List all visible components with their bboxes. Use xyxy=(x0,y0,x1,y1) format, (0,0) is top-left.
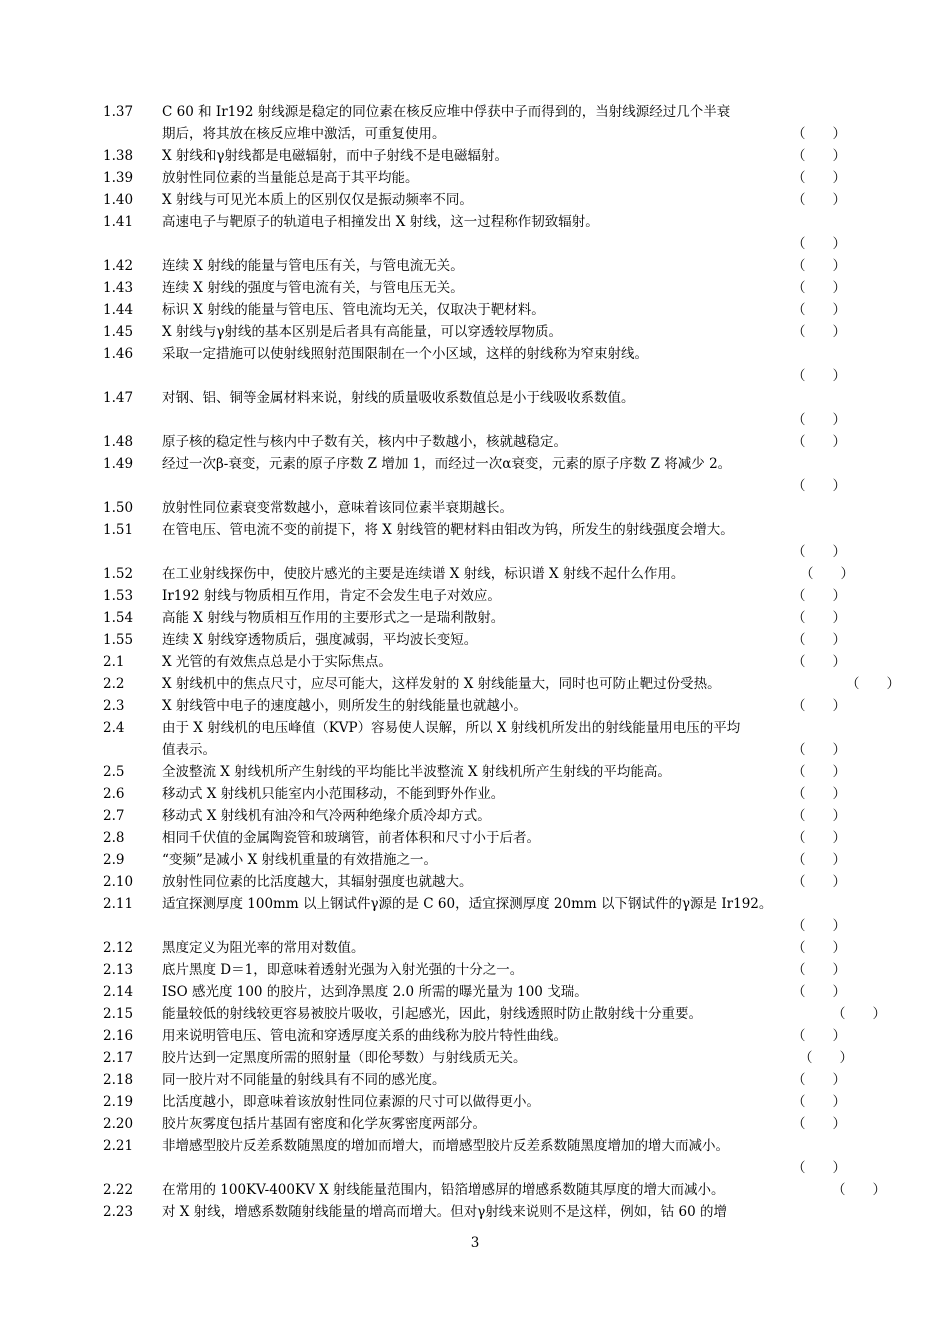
answer-blank-close-paren: ） xyxy=(839,1050,853,1066)
question-text: 放射性同位素衰变常数越小，意味着该同位素半衰期越长。 xyxy=(162,500,513,516)
question-number: 1.37 xyxy=(103,104,134,120)
question-text: 在常用的 100KV-400KV X 射线能量范围内，铅箔增感屏的增感系数随其厚度的增大而减小。 xyxy=(162,1182,725,1198)
question-number: 2.20 xyxy=(103,1116,134,1132)
question-text: 高能 X 射线与物质相互作用的主要形式之一是瑞利散射。 xyxy=(162,610,505,626)
answer-blank-close-paren: ） xyxy=(832,170,846,186)
answer-blank-close-paren: ） xyxy=(832,632,846,648)
question-text: X 射线与可见光本质上的区别仅仅是振动频率不同。 xyxy=(162,192,473,208)
answer-blank-close-paren: ） xyxy=(832,874,846,890)
answer-blank-open-paren: （ xyxy=(792,544,806,560)
answer-blank-close-paren: ） xyxy=(832,742,846,758)
answer-blank-open-paren: （ xyxy=(792,324,806,340)
answer-blank-open-paren: （ xyxy=(832,1006,846,1022)
answer-blank-close-paren: ） xyxy=(832,962,846,978)
answer-blank-close-paren: ） xyxy=(832,786,846,802)
answer-blank-close-paren: ） xyxy=(832,1160,846,1176)
question-number: 2.18 xyxy=(103,1072,134,1088)
answer-blank-close-paren: ） xyxy=(832,192,846,208)
page-number: 3 xyxy=(470,1235,480,1251)
question-text: 连续 X 射线穿透物质后，强度减弱，平均波长变短。 xyxy=(162,632,478,648)
question-text: 黑度定义为阻光率的常用对数值。 xyxy=(162,940,365,956)
question-text: 能量较低的射线较更容易被胶片吸收，引起感光，因此，射线透照时防止散射线十分重要。 xyxy=(162,1006,702,1022)
question-row xyxy=(0,409,950,431)
question-row xyxy=(0,563,950,585)
question-text: 标识 X 射线的能量与管电压、管电流均无关，仅取决于靶材料。 xyxy=(162,302,545,318)
question-row xyxy=(0,453,950,475)
answer-blank-close-paren: ） xyxy=(832,236,846,252)
question-number: 1.52 xyxy=(103,566,134,582)
answer-blank-open-paren: （ xyxy=(792,1160,806,1176)
answer-blank-close-paren: ） xyxy=(832,478,846,494)
question-row xyxy=(0,343,950,365)
question-row xyxy=(0,805,950,827)
question-number: 1.38 xyxy=(103,148,134,164)
question-row xyxy=(0,827,950,849)
question-row xyxy=(0,1179,950,1201)
question-row xyxy=(0,1091,950,1113)
answer-blank-close-paren: ） xyxy=(832,852,846,868)
question-text: 底片黑度 D＝1，即意味着透射光强为入射光强的十分之一。 xyxy=(162,962,524,978)
question-text: X 射线与γ射线的基本区别是后者具有高能量，可以穿透较厚物质。 xyxy=(162,324,562,340)
question-row xyxy=(0,651,950,673)
question-number: 2.7 xyxy=(103,808,125,824)
question-number: 2.11 xyxy=(103,896,134,912)
answer-blank-open-paren: （ xyxy=(792,126,806,142)
question-row xyxy=(0,431,950,453)
answer-blank-close-paren: ） xyxy=(832,258,846,274)
question-row xyxy=(0,167,950,189)
question-row xyxy=(0,1201,950,1223)
answer-blank-open-paren: （ xyxy=(792,742,806,758)
question-row xyxy=(0,321,950,343)
answer-blank-open-paren: （ xyxy=(832,1182,846,1198)
question-text: X 光管的有效焦点总是小于实际焦点。 xyxy=(162,654,392,670)
question-row xyxy=(0,893,950,915)
answer-blank-close-paren: ） xyxy=(832,984,846,1000)
question-number: 2.13 xyxy=(103,962,134,978)
question-row xyxy=(0,1157,950,1179)
answer-blank-open-paren: （ xyxy=(799,1050,813,1066)
answer-blank-open-paren: （ xyxy=(792,984,806,1000)
question-row xyxy=(0,365,950,387)
question-number: 1.47 xyxy=(103,390,134,406)
answer-blank-open-paren: （ xyxy=(792,236,806,252)
answer-blank-close-paren: ） xyxy=(840,566,854,582)
question-row xyxy=(0,299,950,321)
answer-blank-close-paren: ） xyxy=(832,148,846,164)
question-number: 1.54 xyxy=(103,610,134,626)
question-number: 1.43 xyxy=(103,280,134,296)
question-row xyxy=(0,211,950,233)
question-text: 经过一次β-衰变，元素的原子序数 Z 增加 1，而经过一次α衰变，元素的原子序数 Z 将减少 2。 xyxy=(162,456,732,472)
question-number: 2.17 xyxy=(103,1050,134,1066)
answer-blank-open-paren: （ xyxy=(792,478,806,494)
answer-blank-open-paren: （ xyxy=(792,148,806,164)
question-row xyxy=(0,1113,950,1135)
answer-blank-open-paren: （ xyxy=(792,368,806,384)
question-text: 同一胶片对不同能量的射线具有不同的感光度。 xyxy=(162,1072,446,1088)
question-number: 1.39 xyxy=(103,170,134,186)
question-number: 2.9 xyxy=(103,852,125,868)
question-row xyxy=(0,629,950,651)
answer-blank-close-paren: ） xyxy=(832,654,846,670)
question-number: 1.41 xyxy=(103,214,134,230)
question-number: 2.6 xyxy=(103,786,125,802)
answer-blank-close-paren: ） xyxy=(832,368,846,384)
answer-blank-open-paren: （ xyxy=(792,830,806,846)
question-text: 胶片灰雾度包括片基固有密度和化学灰雾密度两部分。 xyxy=(162,1116,486,1132)
answer-blank-open-paren: （ xyxy=(792,588,806,604)
answer-blank-open-paren: （ xyxy=(792,808,806,824)
question-number: 1.49 xyxy=(103,456,134,472)
question-text: 用来说明管电压、管电流和穿透厚度关系的曲线称为胶片特性曲线。 xyxy=(162,1028,567,1044)
answer-blank-close-paren: ） xyxy=(832,830,846,846)
question-row xyxy=(0,497,950,519)
question-row xyxy=(0,387,950,409)
question-row xyxy=(0,1135,950,1157)
answer-blank-open-paren: （ xyxy=(792,632,806,648)
answer-blank-close-paren: ） xyxy=(832,302,846,318)
question-text: 放射性同位素的比活度越大，其辐射强度也就越大。 xyxy=(162,874,473,890)
question-number: 2.22 xyxy=(103,1182,134,1198)
answer-blank-close-paren: ） xyxy=(832,940,846,956)
answer-blank-close-paren: ） xyxy=(832,1072,846,1088)
question-text: X 射线管中电子的速度越小，则所发生的射线能量也就越小。 xyxy=(162,698,527,714)
question-text: 在工业射线探伤中，使胶片感光的主要是连续谱 X 射线，标识谱 X 射线不起什么作用。 xyxy=(162,566,685,582)
question-text: ISO 感光度 100 的胶片，达到净黑度 2.0 所需的曝光量为 100 戈瑞。 xyxy=(162,984,588,1000)
question-text: 放射性同位素的当量能总是高于其平均能。 xyxy=(162,170,419,186)
answer-blank-open-paren: （ xyxy=(792,786,806,802)
answer-blank-open-paren: （ xyxy=(846,676,860,692)
question-number: 2.3 xyxy=(103,698,125,714)
question-row xyxy=(0,233,950,255)
answer-blank-close-paren: ） xyxy=(832,764,846,780)
question-row xyxy=(0,585,950,607)
answer-blank-close-paren: ） xyxy=(832,126,846,142)
answer-blank-close-paren: ） xyxy=(832,544,846,560)
answer-blank-close-paren: ） xyxy=(886,676,900,692)
question-text: 非增感型胶片反差系数随黑度的增加而增大，而增感型胶片反差系数随黑度增加的增大而减小。 xyxy=(162,1138,729,1154)
question-row xyxy=(0,739,950,761)
question-number: 2.2 xyxy=(103,676,125,692)
question-text: 在管电压、管电流不变的前提下，将 X 射线管的靶材料由钼改为钨，所发生的射线强度会增大。 xyxy=(162,522,734,538)
answer-blank-close-paren: ） xyxy=(832,412,846,428)
question-row xyxy=(0,1047,950,1069)
question-number: 2.21 xyxy=(103,1138,134,1154)
answer-blank-close-paren: ） xyxy=(872,1182,886,1198)
question-number: 2.5 xyxy=(103,764,125,780)
answer-blank-close-paren: ） xyxy=(832,324,846,340)
answer-blank-open-paren: （ xyxy=(792,918,806,934)
question-number: 1.53 xyxy=(103,588,134,604)
question-text: 原子核的稳定性与核内中子数有关，核内中子数越小，核就越稳定。 xyxy=(162,434,567,450)
answer-blank-open-paren: （ xyxy=(792,610,806,626)
question-text: 移动式 X 射线机只能室内小范围移动，不能到野外作业。 xyxy=(162,786,505,802)
answer-blank-open-paren: （ xyxy=(792,654,806,670)
answer-blank-open-paren: （ xyxy=(792,1028,806,1044)
question-text: “变频”是减小 X 射线机重量的有效措施之一。 xyxy=(162,852,437,868)
question-row xyxy=(0,871,950,893)
question-number: 1.50 xyxy=(103,500,134,516)
question-row xyxy=(0,695,950,717)
question-text: 相同千伏值的金属陶瓷管和玻璃管，前者体积和尺寸小于后者。 xyxy=(162,830,540,846)
question-text: C 60 和 Ir192 射线源是稳定的同位素在核反应堆中俘获中子而得到的，当射线源经过几个半衰 xyxy=(162,104,731,120)
question-number: 2.12 xyxy=(103,940,134,956)
answer-blank-close-paren: ） xyxy=(832,610,846,626)
question-number: 2.19 xyxy=(103,1094,134,1110)
question-number: 2.23 xyxy=(103,1204,134,1220)
question-row xyxy=(0,761,950,783)
answer-blank-open-paren: （ xyxy=(792,412,806,428)
question-row xyxy=(0,519,950,541)
question-text: 适宜探测厚度 100mm 以上钢试件γ源的是 C 60，适宜探测厚度 20mm 以下钢试件的γ源是 Ir192。 xyxy=(162,896,773,912)
question-row xyxy=(0,123,950,145)
question-row xyxy=(0,915,950,937)
answer-blank-open-paren: （ xyxy=(800,566,814,582)
answer-blank-open-paren: （ xyxy=(792,280,806,296)
question-text: 移动式 X 射线机有油冷和气冷两种绝缘介质冷却方式。 xyxy=(162,808,491,824)
question-text: 连续 X 射线的强度与管电流有关，与管电压无关。 xyxy=(162,280,464,296)
question-row xyxy=(0,783,950,805)
question-text: 值表示。 xyxy=(162,742,216,758)
question-text: Ir192 射线与物质相互作用，肯定不会发生电子对效应。 xyxy=(162,588,501,604)
question-row xyxy=(0,959,950,981)
answer-blank-close-paren: ） xyxy=(832,698,846,714)
answer-blank-open-paren: （ xyxy=(792,940,806,956)
question-text: 期后，将其放在核反应堆中激活，可重复使用。 xyxy=(162,126,446,142)
question-number: 2.1 xyxy=(103,654,125,670)
question-number: 2.4 xyxy=(103,720,125,736)
answer-blank-close-paren: ） xyxy=(832,1116,846,1132)
question-text: 比活度越小，即意味着该放射性同位素源的尺寸可以做得更小。 xyxy=(162,1094,540,1110)
answer-blank-close-paren: ） xyxy=(832,588,846,604)
answer-blank-close-paren: ） xyxy=(832,918,846,934)
question-text: X 射线和γ射线都是电磁辐射，而中子射线不是电磁辐射。 xyxy=(162,148,508,164)
question-number: 2.10 xyxy=(103,874,134,890)
answer-blank-open-paren: （ xyxy=(792,258,806,274)
question-text: 采取一定措施可以使射线照射范围限制在一个小区域，这样的射线称为窄束射线。 xyxy=(162,346,648,362)
question-row xyxy=(0,981,950,1003)
question-row xyxy=(0,937,950,959)
answer-blank-close-paren: ） xyxy=(832,1094,846,1110)
question-number: 2.16 xyxy=(103,1028,134,1044)
question-number: 1.40 xyxy=(103,192,134,208)
question-number: 1.42 xyxy=(103,258,134,274)
question-row xyxy=(0,673,950,695)
question-row xyxy=(0,189,950,211)
answer-blank-close-paren: ） xyxy=(832,434,846,450)
question-number: 2.15 xyxy=(103,1006,134,1022)
answer-blank-open-paren: （ xyxy=(792,1094,806,1110)
answer-blank-open-paren: （ xyxy=(792,852,806,868)
answer-blank-open-paren: （ xyxy=(792,1072,806,1088)
question-text: X 射线机中的焦点尺寸，应尽可能大，这样发射的 X 射线能量大，同时也可防止靶过份受热。 xyxy=(162,676,721,692)
question-number: 1.51 xyxy=(103,522,134,538)
question-number: 1.46 xyxy=(103,346,134,362)
answer-blank-close-paren: ） xyxy=(832,1028,846,1044)
answer-blank-open-paren: （ xyxy=(792,302,806,318)
question-number: 2.14 xyxy=(103,984,134,1000)
question-row xyxy=(0,255,950,277)
answer-blank-open-paren: （ xyxy=(792,764,806,780)
answer-blank-open-paren: （ xyxy=(792,874,806,890)
question-row xyxy=(0,277,950,299)
question-number: 1.44 xyxy=(103,302,134,318)
answer-blank-close-paren: ） xyxy=(832,280,846,296)
question-text: 连续 X 射线的能量与管电压有关，与管电流无关。 xyxy=(162,258,464,274)
question-text: 对钢、铝、铜等金属材料来说，射线的质量吸收系数值总是小于线吸收系数值。 xyxy=(162,390,635,406)
question-number: 1.45 xyxy=(103,324,134,340)
question-text: 由于 X 射线机的电压峰值（KVP）容易使人误解，所以 X 射线机所发出的射线能量用电压的平均 xyxy=(162,720,741,736)
question-row xyxy=(0,541,950,563)
question-number: 1.48 xyxy=(103,434,134,450)
question-text: 高速电子与靶原子的轨道电子相撞发出 X 射线，这一过程称作韧致辐射。 xyxy=(162,214,599,230)
answer-blank-open-paren: （ xyxy=(792,962,806,978)
question-row xyxy=(0,145,950,167)
answer-blank-close-paren: ） xyxy=(832,808,846,824)
question-text: 对 X 射线，增感系数随射线能量的增高而增大。但对γ射线来说则不是这样，例如，钴 60 的增 xyxy=(162,1204,728,1220)
question-row xyxy=(0,101,950,123)
answer-blank-open-paren: （ xyxy=(792,434,806,450)
answer-blank-open-paren: （ xyxy=(792,170,806,186)
answer-blank-open-paren: （ xyxy=(792,192,806,208)
question-text: 胶片达到一定黑度所需的照射量（即伦琴数）与射线质无关。 xyxy=(162,1050,527,1066)
question-text: 全波整流 X 射线机所产生射线的平均能比半波整流 X 射线机所产生射线的平均能高。 xyxy=(162,764,671,780)
answer-blank-open-paren: （ xyxy=(792,698,806,714)
question-row xyxy=(0,607,950,629)
question-number: 1.55 xyxy=(103,632,134,648)
question-row xyxy=(0,1025,950,1047)
question-row xyxy=(0,1069,950,1091)
question-row xyxy=(0,849,950,871)
question-row xyxy=(0,475,950,497)
question-row xyxy=(0,717,950,739)
answer-blank-close-paren: ） xyxy=(872,1006,886,1022)
question-row xyxy=(0,1003,950,1025)
question-number: 2.8 xyxy=(103,830,125,846)
answer-blank-open-paren: （ xyxy=(792,1116,806,1132)
